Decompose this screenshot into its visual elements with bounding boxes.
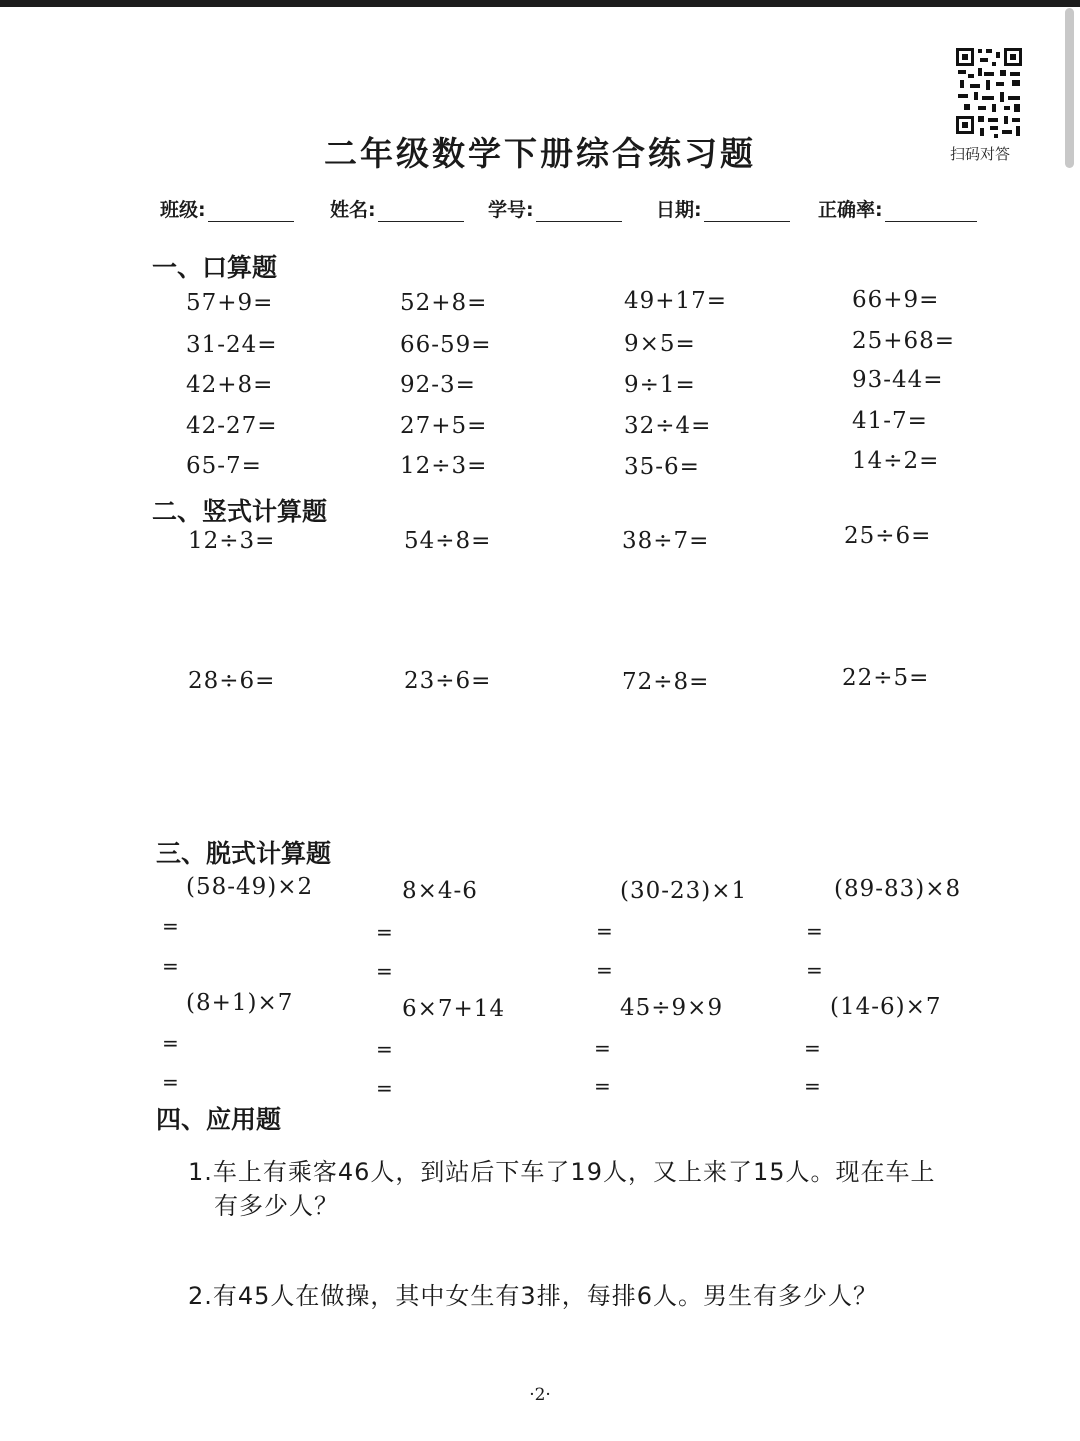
stepwise-problem: 45÷9×9 [620,995,724,1021]
equals-line: = [596,919,613,943]
section-vertical-heading: 二、竖式计算题 [152,497,328,526]
oral-problem: 9÷1= [624,372,696,398]
word-problem-2: 2.有45人在做操，其中女生有3排，每排6人。男生有多少人？ [188,1282,878,1310]
oral-problem: 9×5= [624,331,696,357]
stepwise-problem: (8+1)×7 [186,990,294,1016]
class-field [160,195,294,222]
equals-line: = [804,1036,821,1060]
accuracy-field-blank[interactable] [885,201,977,222]
oral-problem: 66+9= [852,287,940,313]
oral-problem: 49+17= [624,288,728,314]
oral-problem: 32÷4= [624,413,712,439]
equals-line: = [376,920,393,944]
oral-problem: 42+8= [186,372,274,398]
oral-problem: 66-59= [400,332,492,358]
vertical-problem: 12÷3= [188,528,276,554]
class-field-blank[interactable] [208,201,294,222]
page-title: 二年级数学下册综合练习题 [324,134,756,173]
equals-line: = [162,1070,179,1094]
oral-problem: 92-3= [400,372,476,398]
section-oral-heading: 一、口算题 [152,253,278,282]
stepwise-problem: 6×7+14 [402,996,506,1022]
equals-line: = [376,959,393,983]
equals-line: = [596,958,613,982]
vertical-problem: 25÷6= [844,523,932,549]
qr-code-label: 扫码对答 [950,145,1011,163]
date-field-blank[interactable] [704,201,790,222]
oral-problem: 27+5= [400,413,488,439]
qr-code-icon [954,46,1024,140]
name-field-blank[interactable] [378,201,464,222]
student-id-field-blank[interactable] [536,201,622,222]
date-field [656,195,790,222]
oral-problem: 35-6= [624,454,700,480]
equals-line: = [806,958,823,982]
date-field-label: 日期: [656,199,702,221]
equals-line: = [376,1076,393,1100]
equals-line: = [594,1036,611,1060]
section-stepwise-heading: 三、脱式计算题 [156,839,332,868]
page-number: ·2· [529,1385,551,1405]
student-id-field [488,195,622,222]
oral-problem: 93-44= [852,367,944,393]
equals-line: = [376,1037,393,1061]
vertical-problem: 22÷5= [842,665,930,691]
stepwise-problem: (14-6)×7 [830,994,942,1020]
oral-problem: 31-24= [186,332,278,358]
equals-line: = [806,919,823,943]
stepwise-problem: (30-23)×1 [620,878,748,904]
oral-problem: 42-27= [186,413,278,439]
oral-problem: 41-7= [852,408,928,434]
oral-problem: 14÷2= [852,448,940,474]
class-field-label: 班级: [160,199,206,221]
vertical-problem: 23÷6= [404,668,492,694]
word-problem-1: 1.车上有乘客46人，到站后下车了19人，又上来了15人。现在车上 [188,1158,936,1186]
section-word-problems-heading: 四、应用题 [156,1105,282,1134]
oral-problem: 25+68= [852,328,956,354]
name-field [330,195,464,222]
word-problem-1-continued: 有多少人？ [214,1192,339,1220]
equals-line: = [162,954,179,978]
stepwise-problem: 8×4-6 [402,878,478,904]
vertical-problem: 54÷8= [404,528,492,554]
oral-problem: 57+9= [186,290,274,316]
accuracy-field-label: 正确率: [818,199,883,221]
oral-problem: 12÷3= [400,453,488,479]
vertical-problem: 38÷7= [622,528,710,554]
stepwise-problem: (58-49)×2 [186,874,314,900]
equals-line: = [162,1031,179,1055]
accuracy-field [818,195,977,222]
top-bar [0,0,1080,7]
oral-problem: 65-7= [186,453,262,479]
student-id-field-label: 学号: [488,199,534,221]
name-field-label: 姓名: [330,199,376,221]
stepwise-problem: (89-83)×8 [834,876,962,902]
vertical-problem: 72÷8= [622,669,710,695]
equals-line: = [594,1074,611,1098]
oral-problem: 52+8= [400,290,488,316]
equals-line: = [162,914,179,938]
equals-line: = [804,1074,821,1098]
vertical-problem: 28÷6= [188,668,276,694]
